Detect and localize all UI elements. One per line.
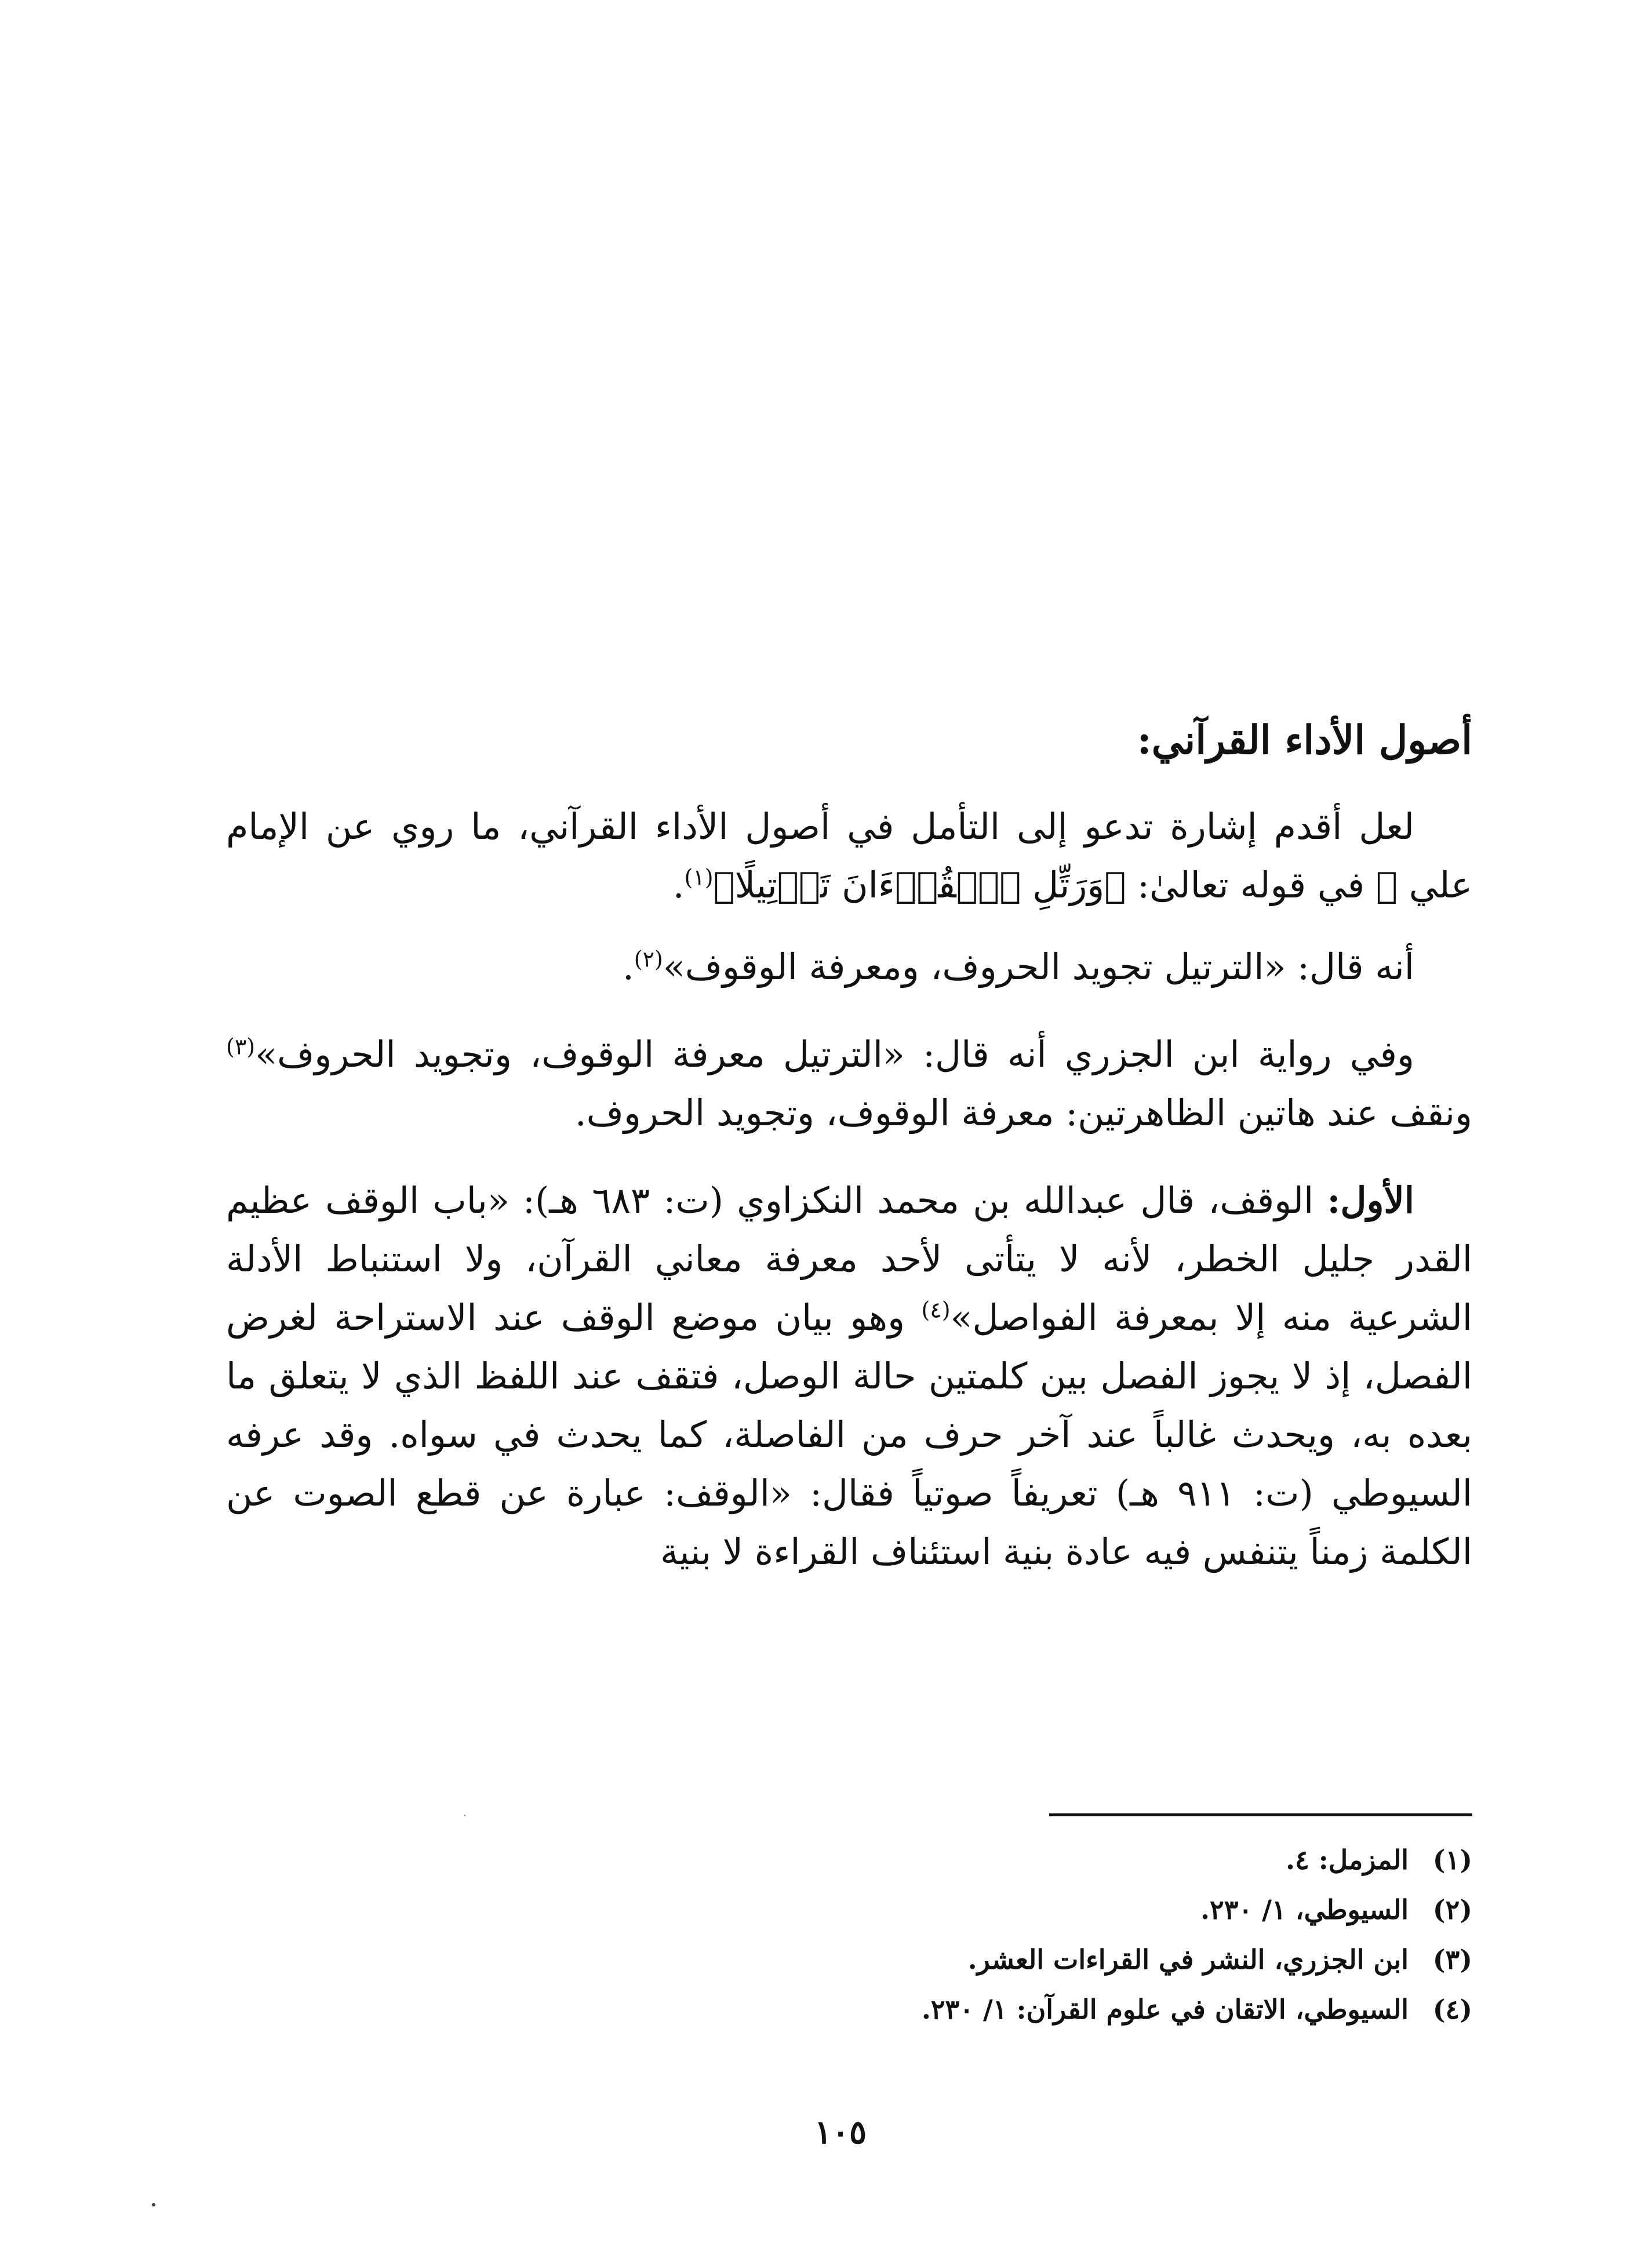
footnote-ref-2[interactable]: (٢) bbox=[634, 946, 663, 972]
paragraph-4-lead: الأول: bbox=[1327, 1179, 1414, 1222]
paragraph-2-end: . bbox=[623, 946, 634, 988]
footnote-divider bbox=[1049, 1813, 1472, 1816]
paragraph-4-text: الوقف، قال عبدالله بن محمد النكزاوي (ت: ٦٨٣ هـ): «باب الوقف عظيم القدر جليل الخطر، لأنه لا يتأتى لأحد معرفة معاني القرآن، ولا استنباط الأدلة الشرعية منه إلا بمعرفة الفواصل» bbox=[226, 1179, 1472, 1339]
footnote-ref-4[interactable]: (٤) bbox=[921, 1297, 951, 1323]
footnote-text: ابن الجزري، النشر في القراءات العشر. bbox=[967, 1944, 1409, 1975]
section-heading: أصول الأداء القرآني: bbox=[1137, 717, 1472, 764]
paragraph-1-end: . bbox=[672, 864, 685, 907]
footnote-number: (٢) bbox=[1432, 1894, 1472, 1925]
paragraph-2 bbox=[226, 937, 1472, 996]
footnote-ref-1[interactable]: (١) bbox=[684, 864, 714, 890]
footnote-text: السيوطي، الاتقان في علوم القرآن: ١/ ٢٣٠. bbox=[921, 1994, 1409, 2025]
scan-speck bbox=[464, 1815, 465, 1816]
paragraph-4 bbox=[226, 1171, 1472, 1581]
footnote-number: (٣) bbox=[1432, 1944, 1472, 1975]
footnote-number: (٤) bbox=[1432, 1994, 1472, 2025]
footnote-3 bbox=[638, 1935, 1472, 1984]
footnote-number: (١) bbox=[1432, 1844, 1472, 1875]
footnotes-list bbox=[638, 1835, 1472, 2034]
footnote-2 bbox=[638, 1885, 1472, 1935]
paragraph-2-text: أنه قال: «الترتيل تجويد الحروف، ومعرفة الوقوف» bbox=[663, 946, 1414, 988]
main-text bbox=[226, 713, 1472, 1604]
paragraph-3-text: وفي رواية ابن الجزري أنه قال: «الترتيل معرفة الوقوف، وتجويد الحروف» bbox=[255, 1033, 1414, 1076]
footnote-text: المزمل: ٤. bbox=[1286, 1844, 1409, 1875]
paragraph-3-rest: ونقف عند هاتين الظاهرتين: معرفة الوقوف، وتجويد الحروف. bbox=[574, 1092, 1472, 1135]
paragraph-1 bbox=[226, 797, 1472, 914]
scan-speck bbox=[152, 2203, 155, 2206]
footnote-1 bbox=[638, 1835, 1472, 1885]
paragraph-3 bbox=[226, 1025, 1472, 1142]
paragraph-4-rest: وهو بيان موضع الوقف عند الاستراحة لغرض الفصل، إذ لا يجوز الفصل بين كلمتين حالة الوصل، فتقف عند اللفظ الذي لا يتعلق ما بعده به، ويحدث غالباً عند آخر حرف من الفاصلة، كما يحدث في سواه. وقد عرفه السيوطي (ت: ٩١١ هـ) تعريفاً صوتياً فقال: «الوقف: عبارة عن قطع الصوت عن الكلمة زمناً يتنفس فيه عادة بنية استئناف القراءة لا بنية bbox=[226, 1296, 1472, 1573]
paragraph-1-text: لعل أقدم إشارة تدعو إلى التأمل في أصول الأداء القرآني، ما روي عن الإمام علي ﷺ في قوله تعالىٰ: bbox=[226, 805, 1472, 907]
footnote-ref-3[interactable]: (٣) bbox=[226, 1034, 256, 1060]
footnote-4 bbox=[638, 1984, 1472, 2034]
footnote-text: السيوطي، ١/ ٢٣٠. bbox=[1200, 1894, 1409, 1925]
page-number: ١٠٥ bbox=[814, 2113, 867, 2151]
quran-verse: ﴿وَرَتِّلِ ٱلۡقُرۡءَانَ تَرۡتِيلًا﴾ bbox=[713, 864, 1126, 907]
